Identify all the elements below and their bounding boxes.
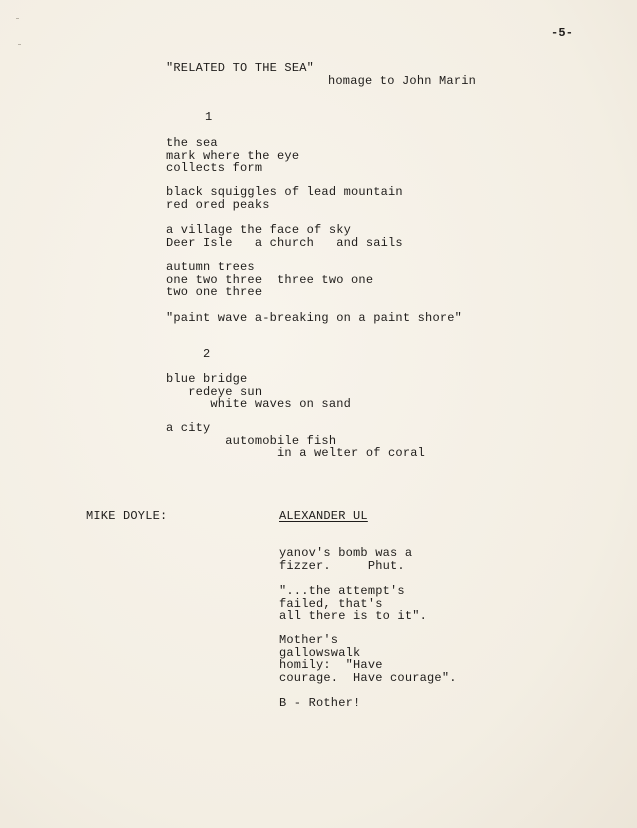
poem-title: "RELATED TO THE SEA" — [166, 61, 315, 75]
poem-stanza: B - Rother! — [279, 696, 361, 710]
poem-stanza: "...the attempt's failed, that's all there is to it". — [279, 584, 428, 623]
paper-speck — [18, 44, 21, 45]
poem-stanza: the sea mark where the eye collects form — [166, 136, 300, 175]
poem-stanza: autumn trees one two three three two one two one three — [166, 260, 374, 299]
section-number-2: 2 — [203, 347, 211, 361]
poem-stanza: a village the face of sky Deer Isle a church and sails — [166, 223, 403, 250]
section-number-1: 1 — [205, 110, 213, 124]
poem-stanza: yanov's bomb was a fizzer. Phut. — [279, 546, 413, 573]
poem-stanza: blue bridge redeye sun white waves on sand — [166, 372, 352, 411]
page-number: -5- — [551, 26, 574, 40]
author-name: MIKE DOYLE: — [86, 509, 168, 523]
poem-stanza: Mother's gallowswalk homily: "Have courage. Have courage". — [279, 633, 457, 685]
poem-title: ALEXANDER UL — [279, 509, 368, 523]
poem-dedication: homage to John Marin — [328, 74, 477, 88]
poem-stanza: black squiggles of lead mountain red ored peaks — [166, 185, 403, 212]
paper-speck — [16, 18, 19, 19]
poem-stanza: "paint wave a-breaking on a paint shore" — [166, 311, 463, 325]
poem-stanza: a city automobile fish in a welter of coral — [166, 421, 426, 460]
